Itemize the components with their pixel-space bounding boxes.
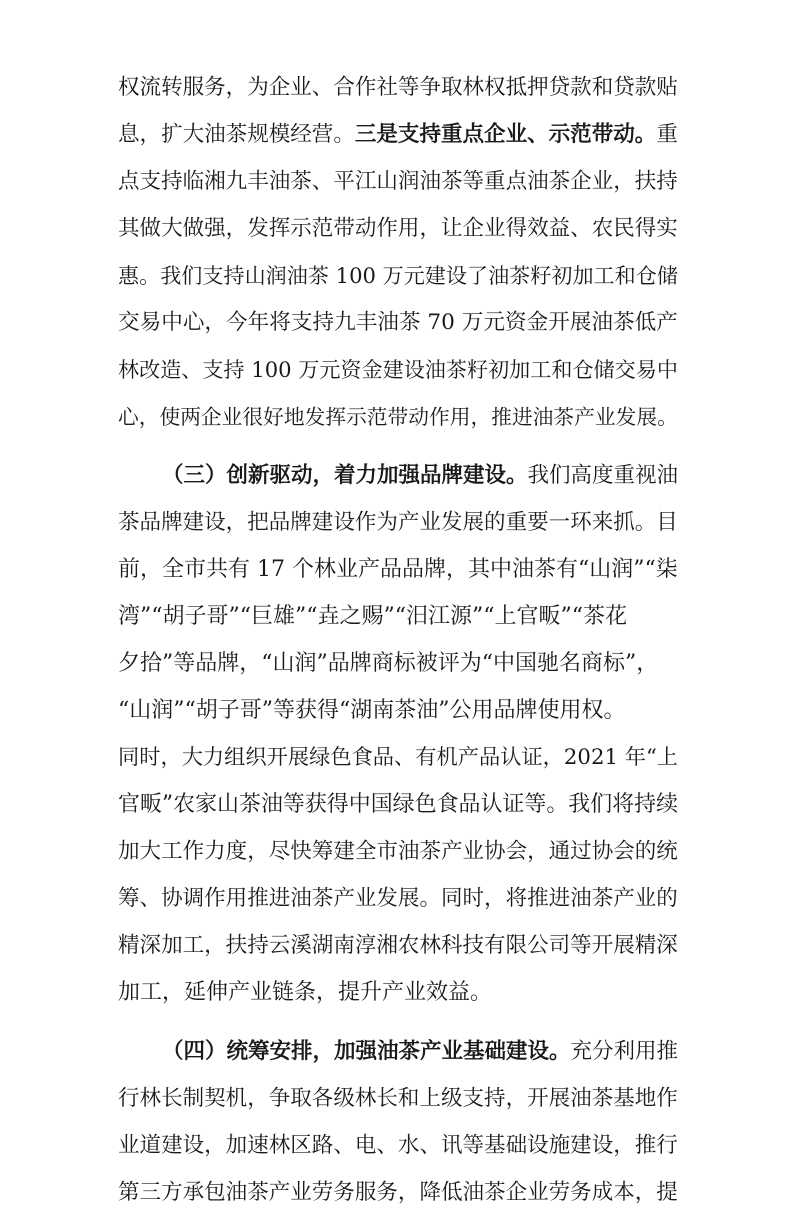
text-line — [118, 884, 678, 914]
bold-heading-text: 三是支持重点企业、示范带动。 — [354, 122, 657, 147]
body-text: 业道建设，加速林区路、电、水、讯等基础设施建设，推行 — [118, 1133, 678, 1158]
body-text: 夕拾”等品牌，“山润”品牌商标被评为“中国驰名商标”， — [118, 651, 659, 676]
text-line — [118, 355, 678, 385]
body-text: 茶品牌建设，把品牌建设作为产业发展的重要一环来抓。目 — [118, 510, 678, 535]
body-text: 其做大做强，发挥示范带动作用，让企业得效益、农民得实 — [118, 216, 678, 241]
body-text: 筹、协调作用推进油茶产业发展。同时，将推进油茶产业的 — [118, 886, 678, 911]
text-line — [118, 261, 678, 291]
text-line — [118, 837, 678, 867]
body-text: 交易中心，今年将支持九丰油茶 70 万元资金开展油茶低产 — [118, 310, 678, 335]
body-text: “山润”“胡子哥”等获得“湖南茶油”公用品牌使用权。 — [118, 698, 626, 723]
text-line — [162, 461, 678, 491]
text-line — [118, 931, 678, 961]
text-line — [118, 602, 678, 632]
text-line — [118, 167, 678, 197]
text-line — [162, 1037, 678, 1067]
body-text: 重 — [656, 122, 678, 147]
text-line — [118, 1178, 678, 1208]
text-line — [118, 1084, 678, 1114]
body-text: 点支持临湘九丰油茶、平江山润油茶等重点油茶企业，扶持 — [118, 169, 678, 194]
text-line — [118, 1131, 678, 1161]
text-line — [118, 978, 678, 1008]
body-text: 官畈”农家山茶油等获得中国绿色食品认证等。我们将持续 — [118, 792, 678, 817]
text-line — [118, 649, 678, 679]
body-text: 行林长制契机，争取各级林长和上级支持，开展油茶基地作 — [118, 1086, 678, 1111]
bold-heading-text: （四）统筹安排，加强油茶产业基础建设。 — [162, 1039, 571, 1064]
body-text: 同时，大力组织开展绿色食品、有机产品认证，2021 年“上 — [118, 745, 678, 770]
body-text: 心，使两企业很好地发挥示范带动作用，推进油茶产业发展。 — [118, 405, 678, 429]
text-line — [118, 120, 678, 150]
text-line — [118, 214, 678, 244]
body-text: 精深加工，扶持云溪湖南淳湘农林科技有限公司等开展精深 — [118, 933, 678, 958]
text-line — [118, 308, 678, 338]
body-text: 权流转服务，为企业、合作社等争取林权抵押贷款和贷款贴 — [118, 75, 678, 100]
text-line — [118, 73, 678, 103]
body-text: 第三方承包油茶产业劳务服务，降低油茶企业劳务成本，提 — [118, 1180, 678, 1205]
text-line — [118, 402, 678, 432]
text-line — [118, 790, 678, 820]
text-line — [118, 696, 678, 726]
body-text: 前，全市共有 17 个林业产品品牌，其中油茶有“山润”“柒 — [118, 557, 678, 582]
bold-heading-text: （三）创新驱动，着力加强品牌建设。 — [162, 463, 528, 488]
body-text: 加大工作力度，尽快筹建全市油茶产业协会，通过协会的统 — [118, 839, 678, 864]
body-text: 湾”“胡子哥”“巨雄”“垚之赐”“汨江源”“上官畈”“茶花 — [118, 604, 627, 629]
body-text: 林改造、支持 100 万元资金建设油茶籽初加工和仓储交易中 — [118, 357, 678, 382]
body-text: 我们高度重视油 — [527, 463, 678, 488]
body-text: 加工，延伸产业链条，提升产业效益。 — [118, 980, 493, 1005]
body-text: 惠。我们支持山润油茶 100 万元建设了油茶籽初加工和仓储 — [118, 263, 678, 288]
body-text: 充分利用推 — [570, 1039, 678, 1064]
text-line — [118, 743, 678, 773]
text-line — [118, 508, 678, 538]
text-line — [118, 555, 678, 585]
body-text: 息，扩大油茶规模经营。 — [118, 122, 355, 147]
